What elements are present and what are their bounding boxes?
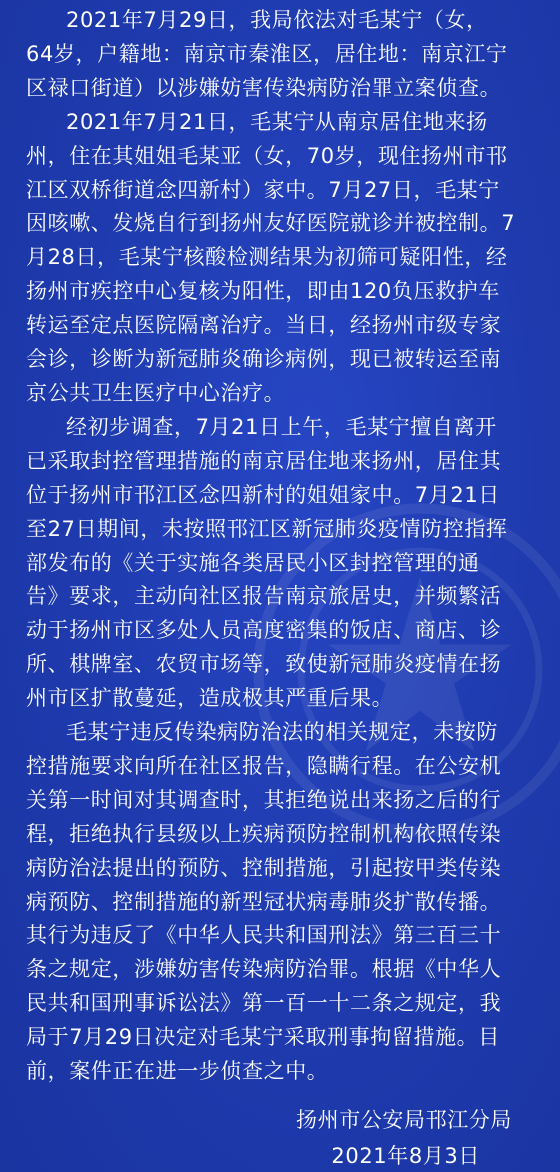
text-line: 程，拒绝执行县级以上疾病预防控制机构依照传染 — [26, 821, 502, 846]
text-line: 江区双桥街道念四新村）家中。7月27日，毛某宁 — [26, 177, 500, 202]
text-line: 州市区扩散蔓延，造成极其严重后果。 — [26, 686, 394, 711]
text-line: 64岁，户籍地：南京市秦淮区，居住地：南京江宁 — [26, 41, 508, 66]
text-line: 2021年7月29日，我局依法对毛某宁（女， — [66, 8, 488, 32]
text-line: 扬州市疾控中心复核为阳性，即由120负压救护车 — [26, 279, 500, 304]
text-line: 病预防、控制措施的新型冠状病毒肺炎扩散传播。 — [26, 889, 502, 914]
text-line: 动于扬州市区多处人员高度密集的饭店、商店、诊 — [26, 618, 502, 643]
text-line: 前，案件正在进一步侦查之中。 — [26, 1059, 329, 1084]
text-line: 病防治法提出的预防、控制措施，引起按甲类传染 — [26, 855, 502, 880]
text-line: 位于扬州市邗江区念四新村的姐姐家中。7月21日 — [26, 482, 500, 507]
text-line: 因咳嗽、发烧自行到扬州友好医院就诊并被控制。7 — [26, 211, 516, 236]
text-line: 经初步调查，7月21日上午，毛某宁擅自离开 — [66, 414, 497, 439]
text-line: 州，住在其姐姐毛某亚（女，70岁，现住扬州市邗 — [26, 143, 508, 168]
paragraph-3 — [26, 411, 538, 716]
paragraph-4 — [26, 716, 538, 1089]
text-line: 局于7月29日决定对毛某宁采取刑事拘留措施。目 — [26, 1025, 500, 1050]
text-line: 民共和国刑事诉讼法》第一百一十二条之规定，我 — [26, 991, 502, 1016]
text-line: 京公共卫生医疗中心治疗。 — [26, 380, 286, 405]
text-line: 关第一时间对其调查时，其拒绝说出来扬之后的行 — [26, 787, 502, 812]
text-line: 月28日，毛某宁核酸检测结果为初筛可疑阳性，经 — [26, 245, 508, 270]
text-line: 控措施要求向所在社区报告，隐瞒行程。在公安机 — [26, 753, 502, 778]
text-line: 区禄口街道）以涉嫌妨害传染病防治罪立案侦查。 — [26, 75, 502, 100]
text-line: 2021年7月21日，毛某宁从南京居住地来扬 — [66, 109, 488, 134]
text-line: 至27日期间，未按照邗江区新冠肺炎疫情防控指挥 — [26, 516, 508, 541]
signature-org: 扬州市公安局邗江分局 — [296, 1108, 512, 1132]
text-line: 所、棋牌室、农贸市场等，致使新冠肺炎疫情在扬 — [26, 652, 502, 677]
text-line: 其行为违反了《中华人民共和国刑法》第三百三十 — [26, 923, 502, 948]
text-line: 会诊，诊断为新冠肺炎确诊病例，现已被转运至南 — [26, 347, 502, 372]
signature-date: 2021年8月3日 — [331, 1144, 480, 1168]
paragraph-1 — [26, 4, 538, 106]
text-line: 毛某宁违反传染病防治法的相关规定，未按防 — [66, 720, 498, 745]
text-line: 部发布的《关于实施各类居民小区封控管理的通 — [26, 550, 480, 575]
text-line: 告》要求，主动向社区报告南京旅居史，并频繁活 — [26, 584, 502, 609]
text-line: 已采取封控管理措施的南京居住地来扬州，居住其 — [26, 448, 502, 473]
notice-body — [26, 4, 538, 1089]
text-line: 条之规定，涉嫌妨害传染病防治罪。根据《中华人 — [26, 957, 502, 982]
paragraph-2 — [26, 106, 538, 411]
text-line: 转运至定点医院隔离治疗。当日，经扬州市级专家 — [26, 313, 502, 338]
